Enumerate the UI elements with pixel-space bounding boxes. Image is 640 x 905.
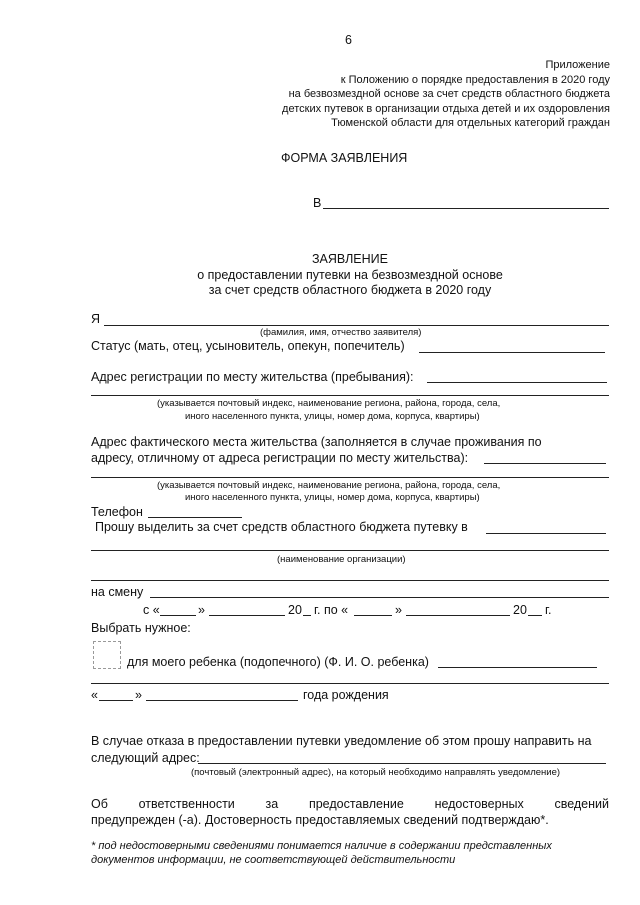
addressee-prefix: В bbox=[313, 196, 322, 210]
birth-day-field[interactable] bbox=[99, 700, 133, 701]
phone-label: Телефон bbox=[91, 505, 143, 519]
reg-address-field-2[interactable] bbox=[91, 395, 609, 396]
year-prefix: 20 bbox=[288, 603, 302, 617]
quote-close: » bbox=[135, 688, 142, 702]
address-hint: (указывается почтовый индекс, наименование региона, района, города, села, bbox=[157, 398, 501, 409]
fio-hint: (фамилия, имя, отчество заявителя) bbox=[260, 327, 422, 338]
appendix-line: детских путевок в организации отдыха детей и их оздоровления bbox=[282, 102, 610, 115]
resp-word: ответственности bbox=[138, 797, 235, 811]
from-day-field[interactable] bbox=[160, 615, 196, 616]
statement-subtitle: о предоставлении путевки на безвозмездной основе bbox=[197, 268, 503, 282]
organization-field-2[interactable] bbox=[91, 550, 609, 551]
i-label: Я bbox=[91, 312, 101, 326]
shift-field[interactable] bbox=[150, 597, 609, 598]
year-prefix: 20 bbox=[513, 603, 527, 617]
appendix-line: к Положению о порядке предоставления в 2020 году bbox=[340, 73, 610, 86]
addressee-field[interactable] bbox=[323, 208, 609, 209]
from-year-field[interactable] bbox=[303, 615, 311, 616]
quote-close: » bbox=[395, 603, 402, 617]
address-hint: иного населенного пункта, улицы, номер дома, корпуса, квартиры) bbox=[185, 492, 480, 503]
status-label: Статус (мать, отец, усыновитель, опекун, попечитель) bbox=[91, 339, 405, 353]
statement-title: ЗАЯВЛЕНИЕ bbox=[311, 252, 388, 266]
resp-word: недостоверных bbox=[434, 797, 524, 811]
child-option-label: для моего ребенка (подопечного) (Ф. И. О. ребенка) bbox=[127, 655, 429, 669]
statement-subtitle: за счет средств областного бюджета в 2020 году bbox=[208, 283, 492, 297]
notification-address-field[interactable] bbox=[198, 763, 606, 764]
reg-address-field[interactable] bbox=[427, 382, 607, 383]
actual-address-field-2[interactable] bbox=[91, 477, 609, 478]
shift-label: на смену bbox=[91, 585, 144, 599]
shift-field-top[interactable] bbox=[91, 580, 609, 581]
form-title: ФОРМА ЗАЯВЛЕНИЯ bbox=[281, 151, 408, 165]
org-hint: (наименование организации) bbox=[277, 554, 406, 565]
birth-open-quote: « bbox=[91, 688, 98, 702]
appendix-line: Приложение bbox=[545, 59, 610, 71]
footnote: документов информации, не соответствующей действительности bbox=[91, 854, 456, 866]
to-year-field[interactable] bbox=[528, 615, 542, 616]
child-name-field-2[interactable] bbox=[91, 683, 609, 684]
address-hint: иного населенного пункта, улицы, номер дома, корпуса, квартиры) bbox=[185, 411, 480, 422]
quote-close: » bbox=[198, 603, 205, 617]
resp-word: предоставление bbox=[308, 797, 404, 811]
period-from: с « bbox=[143, 603, 160, 617]
address-hint: (указывается почтовый индекс, наименование региона, района, города, села, bbox=[157, 480, 501, 491]
refusal-text: В случае отказа в предоставлении путевки уведомление об этом прошу направить на bbox=[91, 734, 592, 748]
period-to: г. по « bbox=[314, 603, 349, 617]
appendix-block bbox=[282, 58, 610, 131]
to-month-field[interactable] bbox=[406, 615, 510, 616]
request-text: Прошу выделить за счет средств областного бюджета путевку в bbox=[95, 520, 468, 534]
actual-address-field[interactable] bbox=[484, 463, 606, 464]
fio-field[interactable] bbox=[104, 325, 609, 326]
child-name-field[interactable] bbox=[438, 667, 597, 668]
organization-field[interactable] bbox=[486, 533, 606, 534]
responsibility-line bbox=[91, 797, 609, 811]
page-number: 6 bbox=[345, 33, 352, 47]
to-day-field[interactable] bbox=[354, 615, 392, 616]
from-month-field[interactable] bbox=[209, 615, 285, 616]
year-end: г. bbox=[545, 603, 552, 617]
status-field[interactable] bbox=[419, 352, 605, 353]
responsibility-line: предупрежден (-а). Достоверность предоставляемых сведений подтверждаю*. bbox=[91, 813, 549, 827]
birth-month-year-field[interactable] bbox=[146, 700, 298, 701]
appendix-line: Тюменской области для отдельных категорий граждан bbox=[331, 117, 610, 129]
choose-label: Выбрать нужное: bbox=[91, 621, 191, 635]
actual-address-label: Адрес фактического места жительства (заполняется в случае проживания по bbox=[91, 435, 542, 449]
actual-address-label: адресу, отличному от адреса регистрации по месту жительства): bbox=[91, 451, 469, 465]
child-option-checkbox[interactable] bbox=[93, 641, 121, 669]
refusal-text: следующий адрес: bbox=[91, 751, 200, 765]
resp-word: за bbox=[265, 797, 279, 811]
reg-address-label: Адрес регистрации по месту жительства (пребывания): bbox=[91, 370, 414, 384]
birth-year-label: года рождения bbox=[303, 688, 389, 702]
refusal-hint: (почтовый (электронный адрес), на который необходимо направлять уведомление) bbox=[191, 767, 561, 778]
resp-word: сведений bbox=[554, 797, 609, 811]
footnote: * под недостоверными сведениями понимается наличие в содержании представленных bbox=[91, 840, 552, 852]
resp-word: Об bbox=[91, 797, 108, 811]
appendix-line: на безвозмездной основе за счет средств областного бюджета bbox=[288, 88, 610, 100]
phone-field[interactable] bbox=[148, 517, 242, 518]
